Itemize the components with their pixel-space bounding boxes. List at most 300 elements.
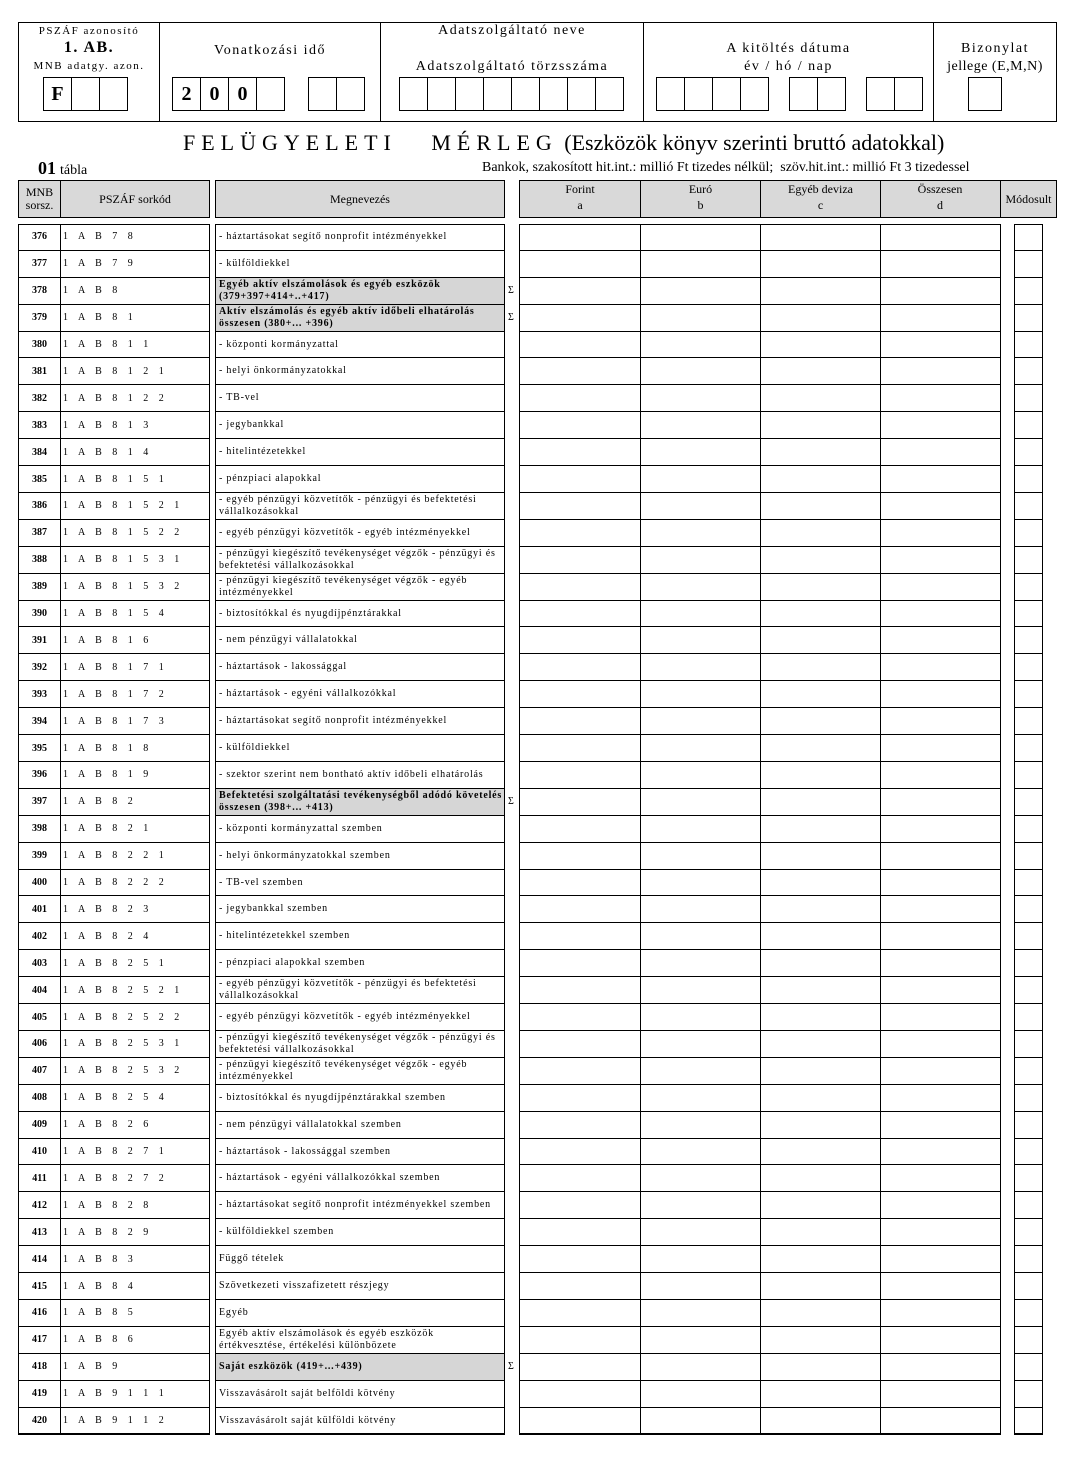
row-value-other[interactable] — [760, 681, 880, 708]
date-cell-2[interactable] — [684, 77, 713, 111]
row-value-euro[interactable] — [640, 224, 760, 251]
row-value-other[interactable] — [760, 1300, 880, 1327]
row-modified-flag[interactable] — [1014, 708, 1043, 735]
row-value-euro[interactable] — [640, 1058, 760, 1085]
row-mnb-number: 414 — [18, 1246, 61, 1273]
row-name: - háztartásokat segítő nonprofit intézményekkel — [216, 708, 504, 735]
row-name: - pénzügyi kiegészítő tevékenységet végzők - egyéb intézményekkel — [216, 1058, 504, 1085]
row-value-euro[interactable] — [640, 1408, 760, 1435]
doc-type-sub: jellege (E,M,N) — [947, 59, 1043, 74]
row-modified-flag[interactable] — [1014, 1381, 1043, 1408]
row-modified-flag[interactable] — [1014, 1031, 1043, 1058]
row-pszaf-code: 1 A B 8 2 — [60, 789, 210, 816]
row-value-other[interactable] — [760, 816, 880, 843]
mnb-cell-2[interactable] — [71, 77, 100, 111]
row-value-euro[interactable] — [640, 439, 760, 466]
row-pszaf-code: 1 A B 8 1 5 2 1 — [60, 493, 210, 520]
row-value-forint[interactable] — [519, 923, 640, 950]
row-value-forint[interactable] — [519, 950, 640, 977]
row-value-other[interactable] — [760, 950, 880, 977]
row-value-euro[interactable] — [640, 1381, 760, 1408]
row-modified-flag[interactable] — [1014, 1004, 1043, 1031]
row-value-other[interactable] — [760, 601, 880, 628]
row-modified-flag[interactable] — [1014, 1327, 1043, 1354]
row-pszaf-code: 1 A B 8 2 5 3 2 — [60, 1058, 210, 1085]
row-value-forint[interactable] — [519, 224, 640, 251]
row-value-total[interactable] — [880, 897, 1001, 924]
row-value-forint[interactable] — [519, 520, 640, 547]
row-value-forint[interactable] — [519, 251, 640, 278]
row-value-euro[interactable] — [640, 251, 760, 278]
row-modified-flag[interactable] — [1014, 412, 1043, 439]
reg-cell-6[interactable] — [539, 77, 568, 111]
period-cell-1[interactable]: 2 — [172, 77, 201, 111]
row-value-other[interactable] — [760, 762, 880, 789]
row-value-euro[interactable] — [640, 385, 760, 412]
row-value-total[interactable] — [880, 1219, 1001, 1246]
row-modified-flag[interactable] — [1014, 1139, 1043, 1166]
col-mnb-label2: sorsz. — [25, 198, 54, 212]
row-mnb-number: 415 — [18, 1273, 61, 1300]
date-cell-8[interactable] — [894, 77, 923, 111]
row-mnb-number: 411 — [18, 1166, 61, 1193]
row-value-euro[interactable] — [640, 493, 760, 520]
row-value-forint[interactable] — [519, 1031, 640, 1058]
row-value-forint[interactable] — [519, 1327, 640, 1354]
row-value-total[interactable] — [880, 385, 1001, 412]
row-value-total[interactable] — [880, 466, 1001, 493]
row-modified-flag[interactable] — [1014, 1219, 1043, 1246]
row-value-euro[interactable] — [640, 654, 760, 681]
date-cell-1[interactable] — [656, 77, 685, 111]
mnb-cell-1[interactable]: F — [43, 77, 72, 111]
row-value-euro[interactable] — [640, 789, 760, 816]
col-euro-header — [641, 181, 761, 217]
row-value-other[interactable] — [760, 708, 880, 735]
row-value-forint[interactable] — [519, 359, 640, 386]
row-pszaf-code: 1 A B 8 1 4 — [60, 439, 210, 466]
row-value-total[interactable] — [880, 1381, 1001, 1408]
row-value-total[interactable] — [880, 1408, 1001, 1435]
row-modified-flag[interactable] — [1014, 923, 1043, 950]
row-modified-flag[interactable] — [1014, 762, 1043, 789]
row-value-other[interactable] — [760, 439, 880, 466]
row-value-total[interactable] — [880, 1031, 1001, 1058]
row-value-forint[interactable] — [519, 1381, 640, 1408]
row-value-total[interactable] — [880, 816, 1001, 843]
row-value-total[interactable] — [880, 493, 1001, 520]
row-value-total[interactable] — [880, 1004, 1001, 1031]
row-value-forint[interactable] — [519, 574, 640, 601]
row-value-euro[interactable] — [640, 1139, 760, 1166]
period-cell-5[interactable] — [308, 77, 337, 111]
row-value-other[interactable] — [760, 305, 880, 332]
row-value-total[interactable] — [880, 359, 1001, 386]
row-value-forint[interactable] — [519, 1004, 640, 1031]
row-value-forint[interactable] — [519, 1354, 640, 1381]
row-value-euro[interactable] — [640, 843, 760, 870]
row-pszaf-code: 1 A B 8 1 5 1 — [60, 466, 210, 493]
row-value-forint[interactable] — [519, 1058, 640, 1085]
row-value-total[interactable] — [880, 654, 1001, 681]
row-value-euro[interactable] — [640, 977, 760, 1004]
row-modified-flag[interactable] — [1014, 897, 1043, 924]
row-value-other[interactable] — [760, 923, 880, 950]
row-value-total[interactable] — [880, 1273, 1001, 1300]
row-modified-flag[interactable] — [1014, 332, 1043, 359]
row-name: - nem pénzügyi vállalatokkal szemben — [216, 1112, 504, 1139]
row-value-total[interactable] — [880, 923, 1001, 950]
row-modified-flag[interactable] — [1014, 359, 1043, 386]
row-value-euro[interactable] — [640, 735, 760, 762]
row-modified-flag[interactable] — [1014, 816, 1043, 843]
row-value-forint[interactable] — [519, 332, 640, 359]
row-value-other[interactable] — [760, 1381, 880, 1408]
date-cell-3[interactable] — [712, 77, 741, 111]
row-value-total[interactable] — [880, 439, 1001, 466]
row-value-other[interactable] — [760, 574, 880, 601]
period-cell-2[interactable]: 0 — [200, 77, 229, 111]
row-value-euro[interactable] — [640, 1354, 760, 1381]
row-value-euro[interactable] — [640, 762, 760, 789]
row-value-forint[interactable] — [519, 1192, 640, 1219]
row-pszaf-code: 1 A B 8 2 2 2 — [60, 870, 210, 897]
row-value-other[interactable] — [760, 897, 880, 924]
row-pszaf-code: 1 A B 8 1 5 4 — [60, 601, 210, 628]
row-value-forint[interactable] — [519, 305, 640, 332]
row-mnb-number: 385 — [18, 466, 61, 493]
date-cell-4[interactable] — [740, 77, 769, 111]
row-value-forint[interactable] — [519, 708, 640, 735]
row-value-forint[interactable] — [519, 1300, 640, 1327]
row-modified-flag[interactable] — [1014, 1246, 1043, 1273]
reg-cell-2[interactable] — [427, 77, 456, 111]
row-value-euro[interactable] — [640, 1085, 760, 1112]
row-value-forint[interactable] — [519, 1085, 640, 1112]
row-value-other[interactable] — [760, 1031, 880, 1058]
row-value-forint[interactable] — [519, 681, 640, 708]
row-value-euro[interactable] — [640, 305, 760, 332]
row-value-total[interactable] — [880, 762, 1001, 789]
col-values-header — [519, 180, 1001, 218]
row-value-euro[interactable] — [640, 1300, 760, 1327]
row-value-total[interactable] — [880, 789, 1001, 816]
row-modified-flag[interactable] — [1014, 601, 1043, 628]
row-value-other[interactable] — [760, 628, 880, 655]
row-value-forint[interactable] — [519, 735, 640, 762]
row-value-other[interactable] — [760, 1327, 880, 1354]
fill-date-label: A kitöltés dátuma — [726, 41, 851, 56]
row-value-total[interactable] — [880, 574, 1001, 601]
row-value-total[interactable] — [880, 708, 1001, 735]
row-value-other[interactable] — [760, 251, 880, 278]
row-value-euro[interactable] — [640, 950, 760, 977]
row-value-euro[interactable] — [640, 1219, 760, 1246]
row-value-total[interactable] — [880, 1300, 1001, 1327]
row-value-euro[interactable] — [640, 601, 760, 628]
row-value-other[interactable] — [760, 1219, 880, 1246]
row-value-forint[interactable] — [519, 1246, 640, 1273]
row-modified-flag[interactable] — [1014, 251, 1043, 278]
reg-cell-8[interactable] — [595, 77, 624, 111]
row-value-euro[interactable] — [640, 681, 760, 708]
row-value-other[interactable] — [760, 1085, 880, 1112]
period-cell-3[interactable]: 0 — [228, 77, 257, 111]
row-value-euro[interactable] — [640, 412, 760, 439]
row-value-euro[interactable] — [640, 1246, 760, 1273]
row-value-other[interactable] — [760, 547, 880, 574]
row-name: - központi kormányzattal — [216, 332, 504, 359]
row-value-forint[interactable] — [519, 843, 640, 870]
row-value-forint[interactable] — [519, 654, 640, 681]
row-value-euro[interactable] — [640, 359, 760, 386]
row-modified-flag[interactable] — [1014, 1300, 1043, 1327]
row-value-euro[interactable] — [640, 520, 760, 547]
reg-cell-3[interactable] — [455, 77, 484, 111]
row-value-total[interactable] — [880, 1354, 1001, 1381]
row-value-other[interactable] — [760, 870, 880, 897]
row-value-total[interactable] — [880, 1192, 1001, 1219]
row-modified-flag[interactable] — [1014, 870, 1043, 897]
row-value-euro[interactable] — [640, 1327, 760, 1354]
row-value-total[interactable] — [880, 1139, 1001, 1166]
row-modified-flag[interactable] — [1014, 466, 1043, 493]
reg-cell-1[interactable] — [399, 77, 428, 111]
row-value-euro[interactable] — [640, 870, 760, 897]
row-value-other[interactable] — [760, 977, 880, 1004]
row-value-other[interactable] — [760, 1246, 880, 1273]
row-value-forint[interactable] — [519, 439, 640, 466]
row-value-euro[interactable] — [640, 1166, 760, 1193]
row-value-total[interactable] — [880, 412, 1001, 439]
header-period-box — [159, 22, 381, 122]
title-spaced: FELÜGYELETI MÉRLEG — [183, 130, 558, 155]
row-modified-flag[interactable] — [1014, 654, 1043, 681]
row-modified-flag[interactable] — [1014, 520, 1043, 547]
row-mnb-number: 400 — [18, 870, 61, 897]
row-mnb-number: 408 — [18, 1085, 61, 1112]
row-value-forint[interactable] — [519, 628, 640, 655]
row-value-total[interactable] — [880, 735, 1001, 762]
row-modified-flag[interactable] — [1014, 735, 1043, 762]
row-value-other[interactable] — [760, 520, 880, 547]
row-value-other[interactable] — [760, 278, 880, 305]
row-value-other[interactable] — [760, 359, 880, 386]
row-mnb-number: 376 — [18, 224, 61, 251]
reg-cell-7[interactable] — [567, 77, 596, 111]
row-value-total[interactable] — [880, 628, 1001, 655]
period-cell-6[interactable] — [336, 77, 365, 111]
row-modified-flag[interactable] — [1014, 1408, 1043, 1435]
pszaf-code: 1. AB. — [63, 39, 115, 56]
row-name: - pénzügyi kiegészítő tevékenységet végzők - pénzügyi és befektetési vállalkozásokkal — [216, 1031, 504, 1058]
row-mnb-number: 402 — [18, 923, 61, 950]
row-value-forint[interactable] — [519, 977, 640, 1004]
row-value-euro[interactable] — [640, 816, 760, 843]
row-value-forint[interactable] — [519, 1219, 640, 1246]
row-value-other[interactable] — [760, 654, 880, 681]
row-modified-flag[interactable] — [1014, 1085, 1043, 1112]
row-name: Aktív elszámolás és egyéb aktív időbeli elhatárolás összesen (380+... +396) — [216, 305, 504, 332]
row-mnb-number: 410 — [18, 1139, 61, 1166]
row-modified-flag[interactable] — [1014, 385, 1043, 412]
date-cell-6[interactable] — [817, 77, 846, 111]
row-value-forint[interactable] — [519, 493, 640, 520]
row-modified-flag[interactable] — [1014, 1273, 1043, 1300]
row-value-total[interactable] — [880, 1085, 1001, 1112]
row-value-forint[interactable] — [519, 762, 640, 789]
row-value-euro[interactable] — [640, 1112, 760, 1139]
doc-type-cell[interactable] — [968, 77, 1002, 111]
row-pszaf-code: 1 A B 8 1 6 — [60, 628, 210, 655]
row-value-total[interactable] — [880, 681, 1001, 708]
reg-cell-5[interactable] — [511, 77, 540, 111]
row-modified-flag[interactable] — [1014, 493, 1043, 520]
row-value-other[interactable] — [760, 735, 880, 762]
row-value-forint[interactable] — [519, 385, 640, 412]
row-value-euro[interactable] — [640, 628, 760, 655]
col-other-label: Egyéb deviza — [788, 182, 853, 196]
row-mnb-number: 406 — [18, 1031, 61, 1058]
row-value-forint[interactable] — [519, 816, 640, 843]
reg-cell-4[interactable] — [483, 77, 512, 111]
row-value-total[interactable] — [880, 601, 1001, 628]
row-value-total[interactable] — [880, 1112, 1001, 1139]
row-value-forint[interactable] — [519, 547, 640, 574]
row-value-total[interactable] — [880, 547, 1001, 574]
row-value-other[interactable] — [760, 466, 880, 493]
row-modified-flag[interactable] — [1014, 681, 1043, 708]
row-value-forint[interactable] — [519, 601, 640, 628]
row-value-forint[interactable] — [519, 1408, 640, 1435]
row-value-euro[interactable] — [640, 278, 760, 305]
row-pszaf-code: 1 A B 8 2 5 2 2 — [60, 1004, 210, 1031]
row-modified-flag[interactable] — [1014, 843, 1043, 870]
row-value-other[interactable] — [760, 1354, 880, 1381]
row-value-other[interactable] — [760, 1112, 880, 1139]
date-cell-7[interactable] — [866, 77, 895, 111]
doc-type-cells — [968, 77, 1001, 111]
row-value-forint[interactable] — [519, 278, 640, 305]
row-modified-flag[interactable] — [1014, 574, 1043, 601]
row-value-other[interactable] — [760, 1408, 880, 1435]
row-modified-flag[interactable] — [1014, 439, 1043, 466]
row-value-total[interactable] — [880, 224, 1001, 251]
row-value-forint[interactable] — [519, 789, 640, 816]
row-value-other[interactable] — [760, 1166, 880, 1193]
row-value-other[interactable] — [760, 1192, 880, 1219]
row-value-total[interactable] — [880, 1327, 1001, 1354]
row-modified-flag[interactable] — [1014, 1354, 1043, 1381]
row-modified-flag[interactable] — [1014, 1192, 1043, 1219]
row-value-other[interactable] — [760, 385, 880, 412]
row-value-total[interactable] — [880, 870, 1001, 897]
row-value-forint[interactable] — [519, 1139, 640, 1166]
row-mnb-number: 397 — [18, 789, 61, 816]
row-modified-flag[interactable] — [1014, 547, 1043, 574]
row-value-total[interactable] — [880, 1166, 1001, 1193]
row-modified-flag[interactable] — [1014, 950, 1043, 977]
row-value-total[interactable] — [880, 520, 1001, 547]
date-cell-5[interactable] — [789, 77, 818, 111]
row-value-euro[interactable] — [640, 1031, 760, 1058]
col-modified-header: Módosult — [1000, 180, 1057, 218]
row-modified-flag[interactable] — [1014, 628, 1043, 655]
row-value-euro[interactable] — [640, 332, 760, 359]
row-value-total[interactable] — [880, 843, 1001, 870]
period-cell-4[interactable] — [256, 77, 285, 111]
row-value-other[interactable] — [760, 1058, 880, 1085]
row-value-euro[interactable] — [640, 574, 760, 601]
table-word: tábla — [60, 163, 88, 178]
row-value-total[interactable] — [880, 950, 1001, 977]
row-pszaf-code: 1 A B 8 2 9 — [60, 1219, 210, 1246]
row-value-forint[interactable] — [519, 466, 640, 493]
mnb-cell-3[interactable] — [99, 77, 128, 111]
row-value-forint[interactable] — [519, 412, 640, 439]
row-pszaf-code: 1 A B 8 2 5 1 — [60, 950, 210, 977]
row-pszaf-code: 1 A B 8 1 9 — [60, 762, 210, 789]
row-name: - egyéb pénzügyi közvetítők - egyéb intézményekkel — [216, 520, 504, 547]
row-value-total[interactable] — [880, 1058, 1001, 1085]
col-mnb-header — [18, 180, 61, 218]
row-value-forint[interactable] — [519, 897, 640, 924]
row-modified-flag[interactable] — [1014, 278, 1043, 305]
row-value-euro[interactable] — [640, 708, 760, 735]
row-value-other[interactable] — [760, 843, 880, 870]
row-modified-flag[interactable] — [1014, 224, 1043, 251]
row-modified-flag[interactable] — [1014, 789, 1043, 816]
row-value-euro[interactable] — [640, 1192, 760, 1219]
row-value-other[interactable] — [760, 332, 880, 359]
row-value-forint[interactable] — [519, 870, 640, 897]
row-modified-flag[interactable] — [1014, 1166, 1043, 1193]
row-value-other[interactable] — [760, 412, 880, 439]
row-pszaf-code: 1 A B 8 1 2 1 — [60, 359, 210, 386]
row-value-euro[interactable] — [640, 1004, 760, 1031]
row-value-forint[interactable] — [519, 1166, 640, 1193]
row-modified-flag[interactable] — [1014, 305, 1043, 332]
row-value-other[interactable] — [760, 493, 880, 520]
row-value-total[interactable] — [880, 305, 1001, 332]
row-pszaf-code: 1 A B 9 1 1 1 — [60, 1381, 210, 1408]
row-value-total[interactable] — [880, 977, 1001, 1004]
row-value-euro[interactable] — [640, 897, 760, 924]
row-value-euro[interactable] — [640, 923, 760, 950]
row-value-total[interactable] — [880, 332, 1001, 359]
row-value-total[interactable] — [880, 278, 1001, 305]
col-other-sub: c — [817, 198, 824, 212]
row-name: Visszavásárolt saját belföldi kötvény — [216, 1381, 504, 1408]
row-modified-flag[interactable] — [1014, 1112, 1043, 1139]
row-value-euro[interactable] — [640, 466, 760, 493]
row-mnb-number: 395 — [18, 735, 61, 762]
row-value-euro[interactable] — [640, 1273, 760, 1300]
row-modified-flag[interactable] — [1014, 977, 1043, 1004]
row-value-euro[interactable] — [640, 547, 760, 574]
row-value-forint[interactable] — [519, 1112, 640, 1139]
row-value-other[interactable] — [760, 1004, 880, 1031]
row-value-other[interactable] — [760, 224, 880, 251]
row-value-total[interactable] — [880, 251, 1001, 278]
row-value-other[interactable] — [760, 789, 880, 816]
row-value-other[interactable] — [760, 1273, 880, 1300]
mnb-cells — [43, 77, 127, 111]
row-value-other[interactable] — [760, 1139, 880, 1166]
row-value-total[interactable] — [880, 1246, 1001, 1273]
row-modified-flag[interactable] — [1014, 1058, 1043, 1085]
row-value-forint[interactable] — [519, 1273, 640, 1300]
